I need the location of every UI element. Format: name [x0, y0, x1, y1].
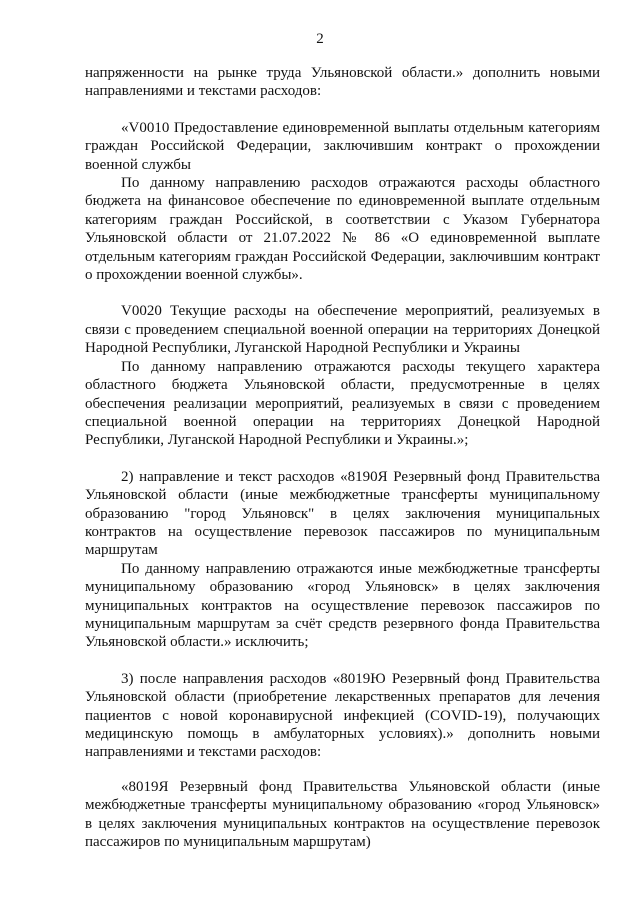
paragraph-v0020-title: V0020 Текущие расходы на обеспечение мероприятий, реализуемых в связи с проведением специальной военной операции на территориях Донецкой Народной Республики, Луганской Народной Республики и Украины	[85, 303, 600, 357]
document-body	[85, 64, 600, 851]
paragraph-item-2-title: 2) направление и текст расходов «8190Я Резервный фонд Правительства Ульяновской области (иные межбюджетные трансферты муниципальному образованию "город Ульяновск" в целях заключения муниципальных контрактов на осуществление перевозок пассажиров по муниципальным маршрутам	[85, 468, 600, 559]
paragraph-v0010-title: «V0010 Предоставление единовременной выплаты отдельным категориям граждан Российской Федерации, заключившим контракт о прохождении военной службы	[85, 119, 600, 173]
paragraph-v0010-description: По данному направлению расходов отражаются расходы областного бюджета на финансовое обеспечение по единовременной выплате отдельным категориям граждан Российской, в соответствии с Указом Губернатора Ульяновской области от 21.07.2022 № 86 «О единовременной выплате отдельным категориям граждан Российской Федерации, заключившим контракт о прохождении военной службы».	[85, 175, 600, 284]
paragraph-8019ya-title: «8019Я Резервный фонд Правительства Ульяновской области (иные межбюджетные трансферты муниципальному образованию «город Ульяновск» в целях заключения муниципальных контрактов на осуществление перевозок пассажиров по муниципальным маршрутам)	[85, 778, 600, 851]
paragraph-item-2-description: По данному направлению отражаются иные межбюджетные трансферты муниципальному образованию «город Ульяновск» в целях заключения муниципальных контрактов на осуществление перевозок пассажиров по муниципальным маршрутам за счёт средств резервного фонда Правительства Ульяновской области.» исключить;	[85, 560, 600, 651]
paragraph-item-3: 3) после направления расходов «8019Ю Резервный фонд Правительства Ульяновской области (приобретение лекарственных препаратов для лечения пациентов с новой коронавирусной инфекцией (COVID-19), получающих медицинскую помощь в амбулаторных условиях).» дополнить новыми направлениями и текстами расходов:	[85, 670, 600, 761]
page-number: 2	[316, 31, 324, 47]
paragraph-v0020-description: По данному направлению отражаются расходы текущего характера областного бюджета Ульяновской области, предусмотренные в целях обеспечения реализации мероприятий, реализуемых в связи с проведением специальной военной операции на территориях Донецкой Народной Республики, Луганской Народной Республики и Украины.»;	[85, 358, 600, 449]
paragraph-intro: напряженности на рынке труда Ульяновской области.» дополнить новыми направлениями и текстами расходов:	[85, 65, 600, 100]
